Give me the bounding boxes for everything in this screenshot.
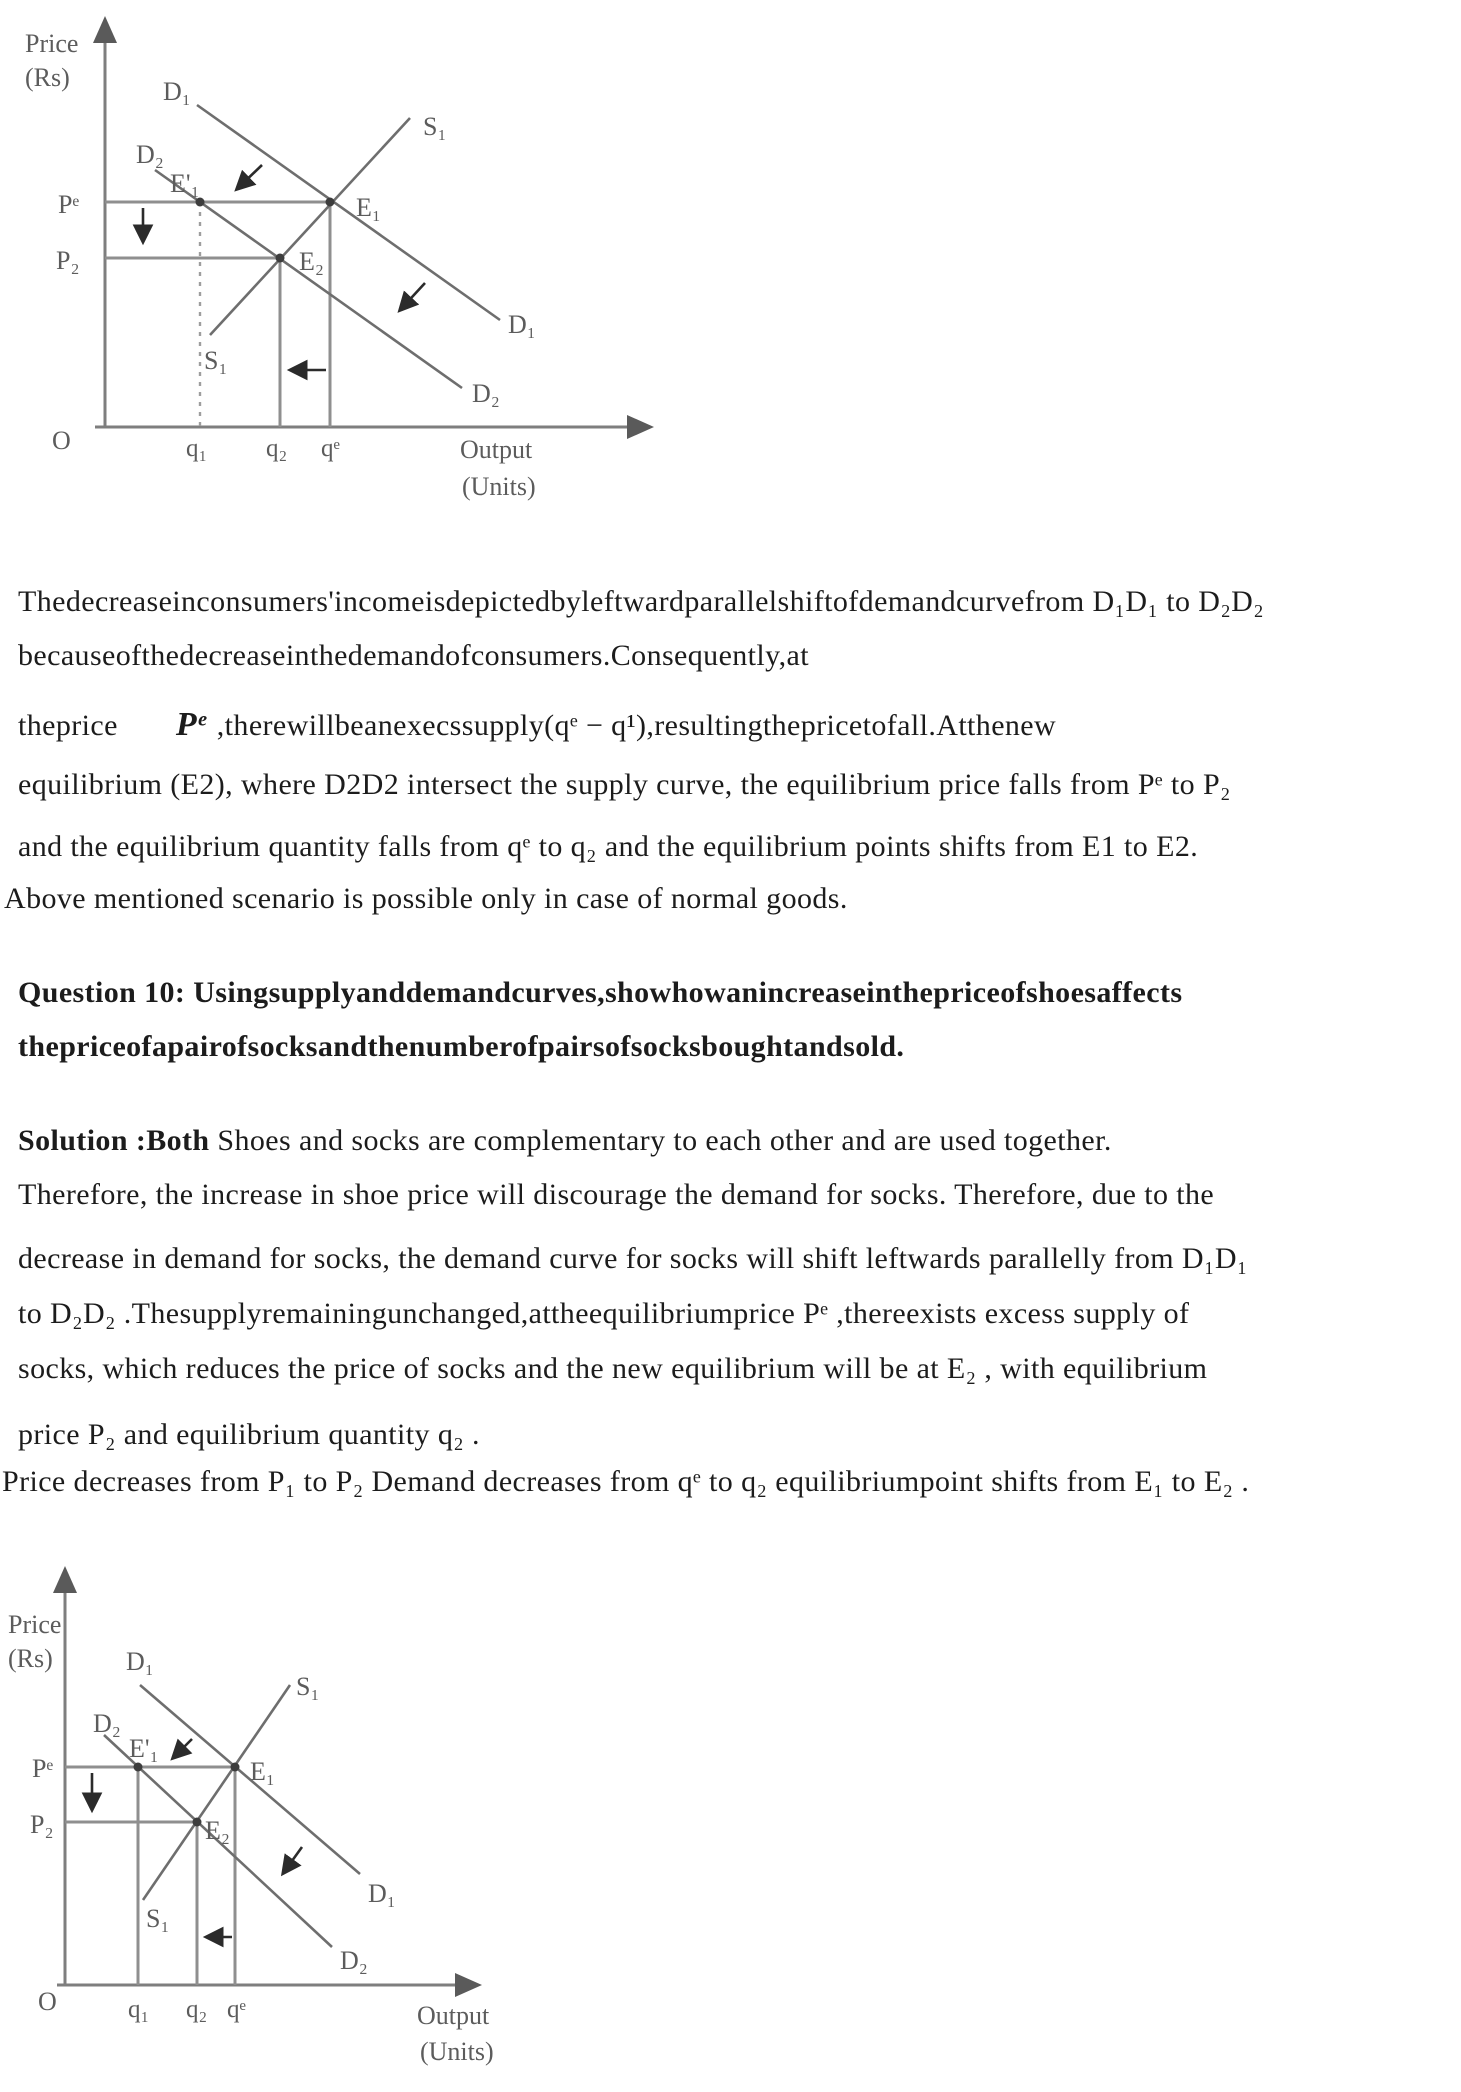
paragraph-line: and the equilibrium quantity falls from qᵉ to q₂ and the equilibrium points shifts from E1 to E2. [18, 830, 1199, 863]
solution-line [18, 1124, 1112, 1158]
x-axis-label-output: Output [460, 435, 533, 464]
d2-label-bottom: D₂ [340, 1946, 368, 1975]
point-e2 [276, 254, 285, 263]
pe-label: Pᵉ [58, 190, 80, 219]
d1-label-top: D₁ [163, 77, 191, 106]
point-e1 [231, 1763, 240, 1772]
x-axis-label-output: Output [417, 2001, 490, 2030]
pe-label: Pᵉ [32, 1754, 54, 1783]
d2-label-top: D₂ [93, 1709, 121, 1738]
supply-demand-figure-2 [0, 1548, 700, 2092]
s1-label-top: S₁ [423, 112, 447, 141]
y-axis-label-price: Price [25, 29, 79, 58]
y-axis-label-rs: (Rs) [8, 1644, 53, 1673]
d2-label-top: D₂ [136, 140, 164, 169]
qe-label: qᵉ [321, 435, 340, 462]
demand-curve-d1 [197, 105, 500, 320]
d1-label-bottom: D₁ [508, 310, 536, 339]
summary-line: Price decreases from P₁ to P₂ Demand decreases from qᵉ to q₂ equilibriumpoint shifts from E₁ to E₂ . [2, 1465, 1250, 1498]
origin-label: O [52, 426, 71, 455]
supply-curve-s1 [210, 118, 410, 335]
e2-label: E₂ [299, 247, 324, 276]
paragraph-line: socks, which reduces the price of socks and the new equilibrium will be at E₂ , with equilibrium [18, 1352, 1208, 1385]
s1-label-bottom: S₁ [204, 346, 228, 375]
demand-shift-arrow-lower [401, 283, 425, 309]
paragraph-line: becauseofthedecreaseinthedemandofconsumers.Consequently,at [18, 639, 809, 672]
e2-label: E₂ [205, 1816, 230, 1845]
paragraph-line: equilibrium (E2), where D2D2 intersect the supply curve, the equilibrium price falls from Pᵉ to P₂ [18, 768, 1231, 801]
q1-label: q₁ [128, 1996, 150, 2023]
d2-label-bottom: D₂ [472, 379, 500, 408]
price-text: theprice [18, 709, 118, 742]
y-axis-label-price: Price [8, 1610, 62, 1639]
demand-shift-arrow-upper [174, 1739, 192, 1757]
point-e1-shift [196, 198, 205, 207]
p2-label: P₂ [30, 1810, 54, 1839]
demand-shift-arrow-upper [238, 165, 262, 188]
x-axis-label-units: (Units) [462, 472, 536, 501]
supply-demand-figure-1 [0, 0, 700, 540]
paragraph-line: to D₂D₂ .Thesupplyremainingunchanged,attheequilibriumprice Pᵉ ,thereexists excess supply of [18, 1297, 1190, 1330]
e1-label: E₁ [356, 193, 381, 222]
q1-label: q₁ [186, 435, 208, 462]
solution-text: Shoes and socks are complementary to each other and are used together. [209, 1124, 1112, 1157]
qe-label: qᵉ [227, 1996, 246, 2023]
solution-label: Solution :Both [18, 1124, 210, 1157]
pe-math-symbol: Pᵉ [175, 706, 207, 743]
s1-label-bottom: S₁ [146, 1904, 170, 1933]
point-e1 [326, 198, 335, 207]
e1-shift-label: E'₁ [170, 169, 200, 198]
e1-shift-label: E'₁ [129, 1734, 159, 1763]
d1-label-bottom: D₁ [368, 1879, 396, 1908]
paragraph-line: price P₂ and equilibrium quantity q₂ . [18, 1418, 480, 1451]
d1-label-top: D₁ [126, 1647, 154, 1676]
y-axis-label-rs: (Rs) [25, 63, 70, 92]
point-e2 [193, 1818, 202, 1827]
paragraph-line: Above mentioned scenario is possible only in case of normal goods. [4, 882, 848, 915]
point-e1-shift [134, 1763, 143, 1772]
paragraph-line [18, 706, 1056, 744]
excess-supply-text: ,therewillbeanexecssupply(qᵉ − q¹),resultingthepricetofall.Atthenew [216, 709, 1057, 742]
s1-label-top: S₁ [296, 1672, 320, 1701]
p2-label: P₂ [56, 246, 80, 275]
origin-label: O [38, 1987, 57, 2016]
paragraph-line: Thedecreaseinconsumers'incomeisdepictedbyleftwardparallelshiftofdemandcurvefrom D₁D₁ to D₂D₂ [18, 585, 1265, 618]
question-heading-line: Question 10: Usingsupplyanddemandcurves,showhowanincreaseinthepriceofshoesaffects [18, 976, 1183, 1009]
x-axis-label-units: (Units) [420, 2037, 494, 2066]
question-heading-line: thepriceofapairofsocksandthenumberofpairsofsocksboughtandsold. [18, 1030, 905, 1063]
q2-label: q₂ [266, 435, 288, 462]
paragraph-line: Therefore, the increase in shoe price will discourage the demand for socks. Therefore, due to the [18, 1178, 1215, 1211]
paragraph-line: decrease in demand for socks, the demand curve for socks will shift leftwards parallelly from D₁D₁ [18, 1242, 1248, 1275]
e1-label: E₁ [250, 1757, 275, 1786]
demand-shift-arrow-lower [284, 1847, 302, 1872]
q2-label: q₂ [186, 1996, 208, 2023]
